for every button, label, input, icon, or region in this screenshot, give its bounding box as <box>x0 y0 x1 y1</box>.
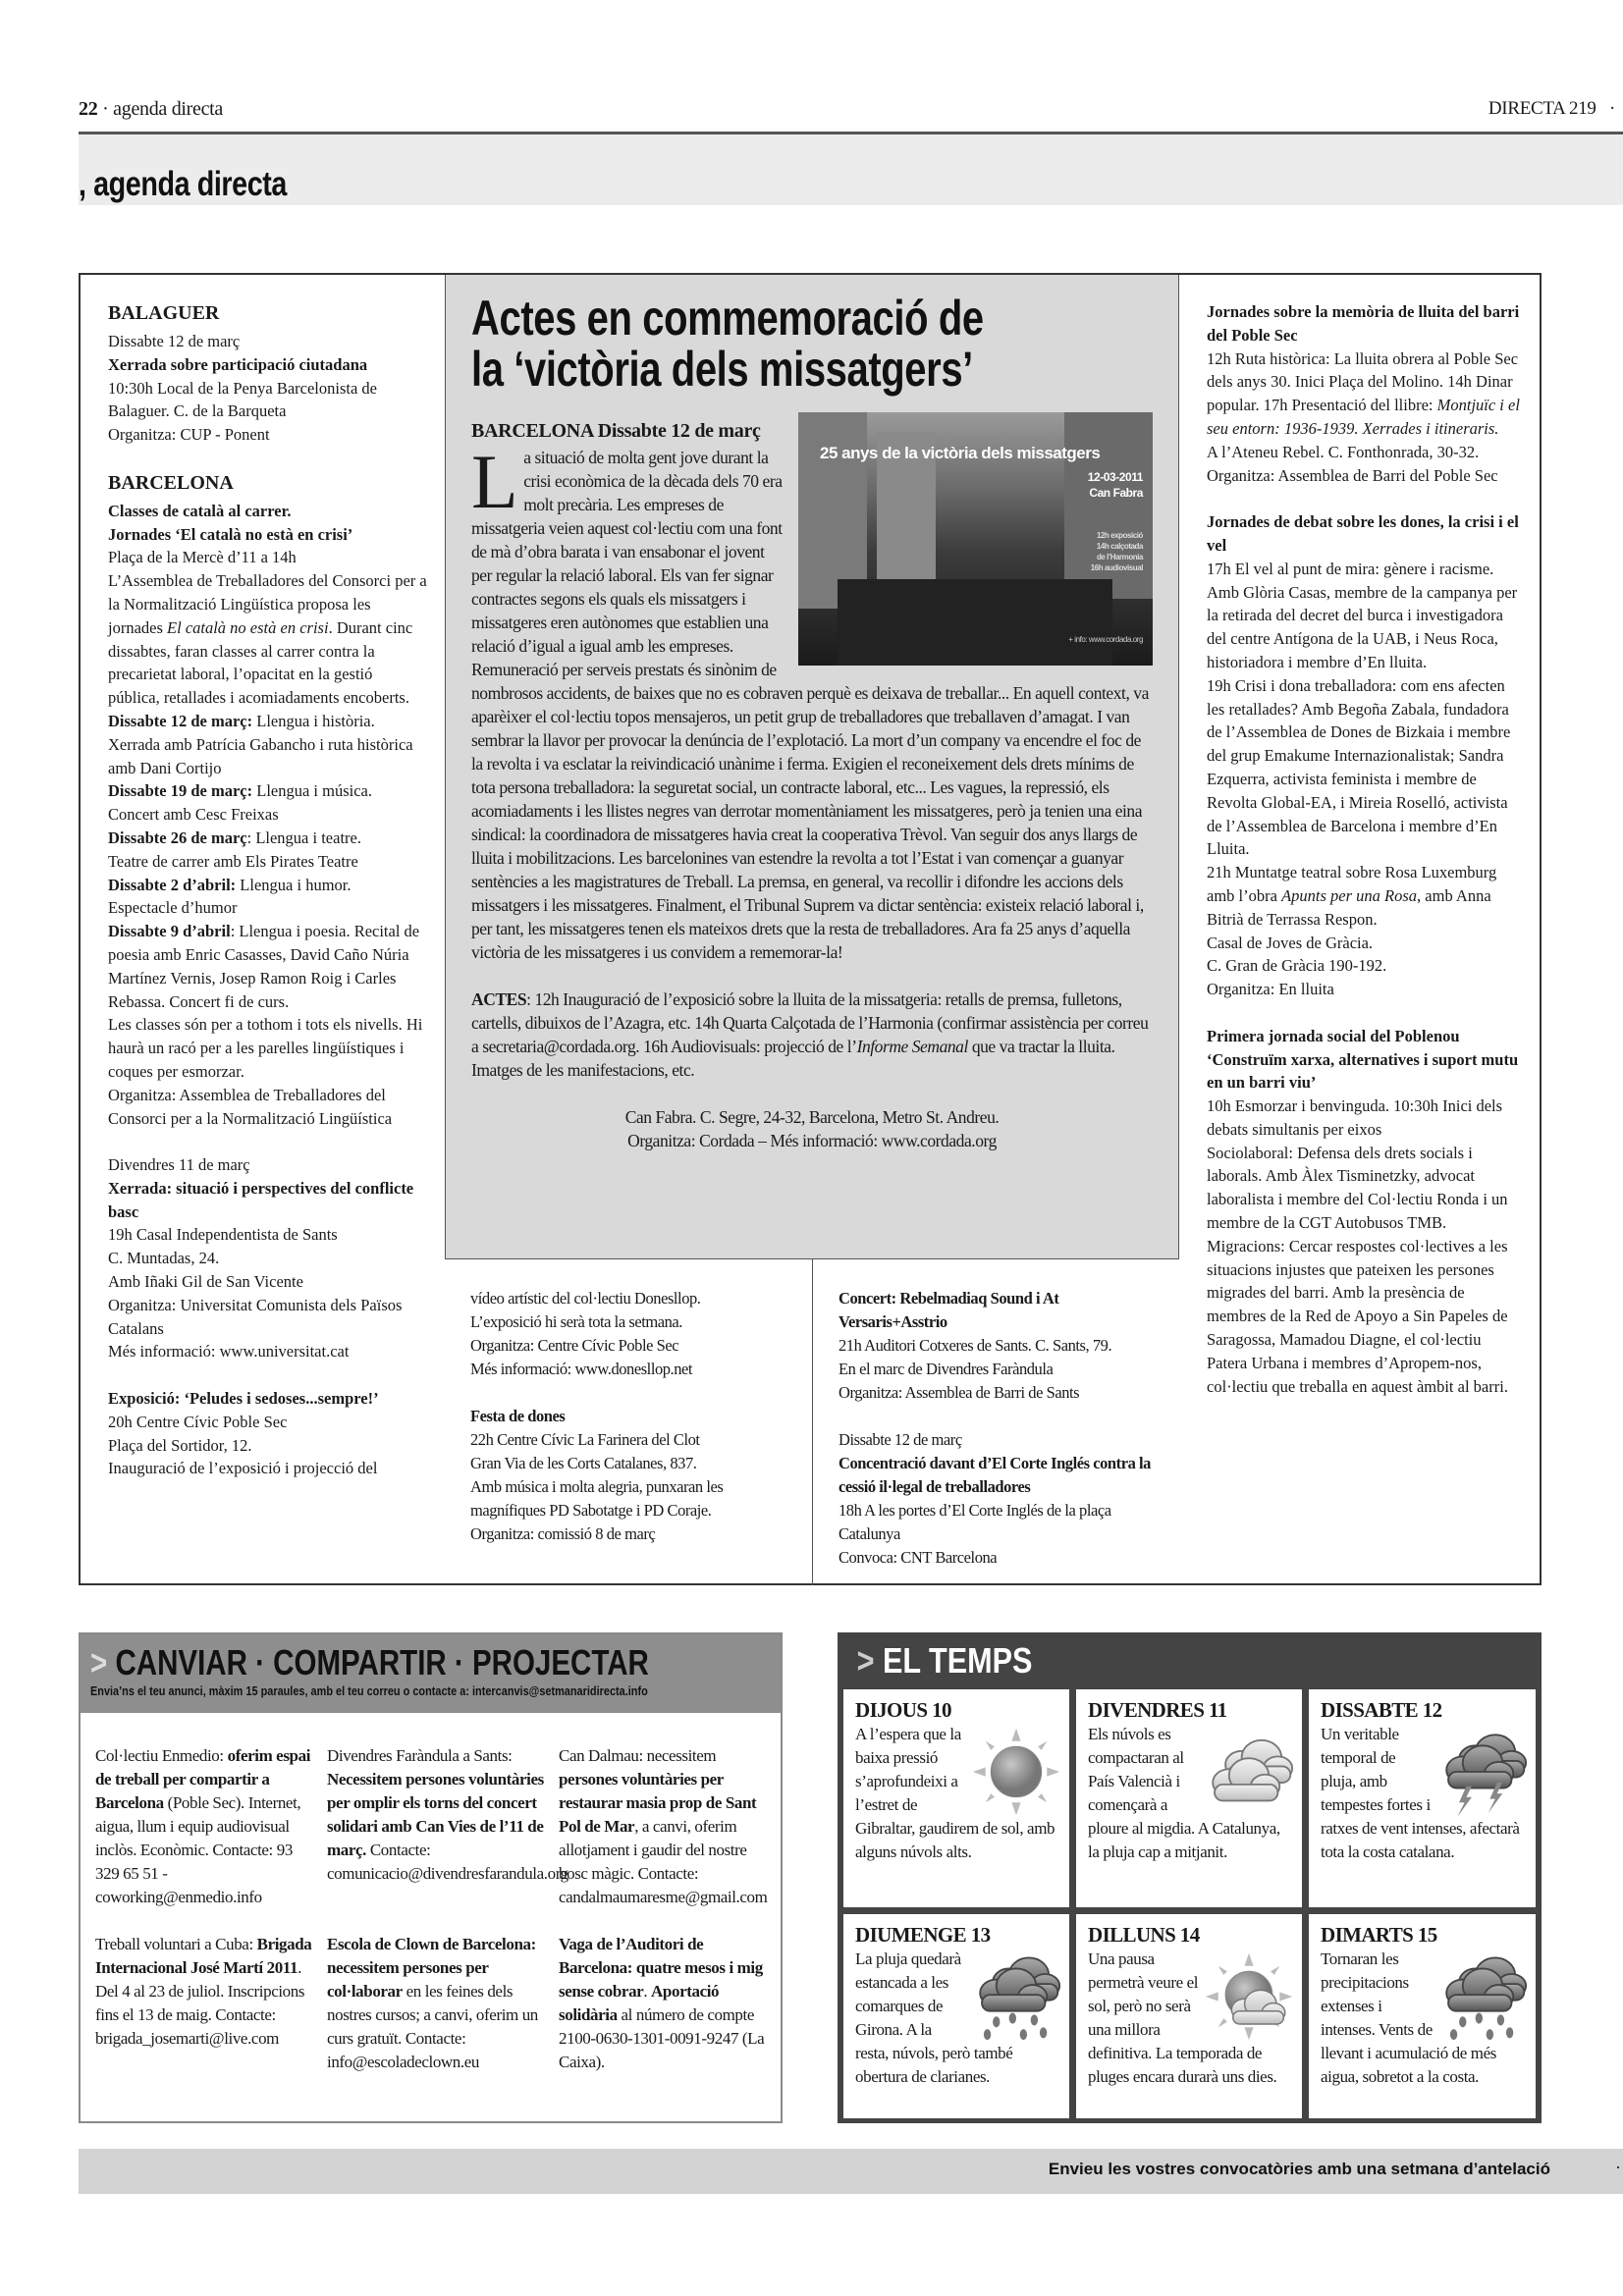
event-line: L’exposició hi serà tota la setmana. <box>470 1312 682 1331</box>
event-listing <box>108 330 427 447</box>
article-headline <box>471 293 1016 395</box>
header-dot: · <box>1608 98 1615 119</box>
weather-day-title: DIUMENGE 13 <box>855 1923 991 1947</box>
bold-text: Jornades sobre la memòria de lluita del barri del Poble Sec <box>1207 302 1520 345</box>
event-line: Inauguració de l’exposició i projecció del <box>108 1459 378 1478</box>
exchange-header <box>81 1634 781 1713</box>
classified-ad <box>327 1744 568 1909</box>
text-run: en les feines dels nostres cursos; a canvi, oferim un curs gratuït. Contacte: info@escoladeclown.eu <box>327 1982 538 2071</box>
event-line: C. Muntadas, 24. <box>108 1249 220 1268</box>
exchange-subtitle: Envia’ns el teu anunci, màxim 15 paraules, amb el teu correu o contacte a: intercanvis@setmanaridirecta.info <box>90 1683 648 1698</box>
event-listing <box>470 1405 798 1546</box>
text-run: Contacte: comunicacio@divendresfarandula.org <box>327 1841 568 1883</box>
event-line: vídeo artístic del col·lectiu Donesllop. <box>470 1289 701 1308</box>
cloud-icon <box>1204 1727 1294 1817</box>
event-line <box>1207 347 1524 441</box>
text-run: (Poble Sec). Internet, aigua, llum i equip audiovisual inclòs. Econòmic. Contacte: 93 329 65 51 - coworking@enmedio.info <box>95 1793 301 1906</box>
issue-number: DIRECTA 219 <box>1488 98 1596 119</box>
event-line <box>108 523 427 547</box>
text-run: Treball voluntari a Cuba: <box>95 1935 257 1953</box>
storm-icon <box>1437 1727 1528 1817</box>
bold-text: Exposició: ‘Peludes i sedoses...sempre!’ <box>108 1389 379 1409</box>
event-line: Concert amb Cesc Freixas <box>108 805 279 825</box>
article-body <box>471 416 1153 1152</box>
event-line: C. Gran de Gràcia 190-192. <box>1207 956 1387 976</box>
event-listing <box>1207 510 1524 1001</box>
event-line: Organitza: Assemblea de Barri de Sants <box>839 1383 1080 1402</box>
event-line: 21h Auditori Cotxeres de Sants. C. Sants, 79. <box>839 1336 1112 1355</box>
event-line <box>108 779 427 803</box>
footer-dot: · <box>1615 2158 1621 2177</box>
event-line <box>108 874 427 897</box>
event-line: Amb música i molta alegria, punxaran les magnífiques PD Sabotatge i PD Coraje. <box>470 1476 724 1520</box>
event-listing <box>108 500 427 1131</box>
event-line: Organitza: comissió 8 de març <box>470 1523 656 1543</box>
bold-text: Concentració davant d’El Corte Inglés contra la cessió il·legal de treballadores <box>839 1453 1151 1496</box>
text-run: 21h Muntatge teatral sobre Rosa Luxemburg amb l’obra <box>1207 863 1497 905</box>
event-line: Divendres 11 de març <box>108 1155 250 1175</box>
photo-title: 25 anys de la victòria dels missatgers <box>820 444 1101 462</box>
bold-text: Vaga de l’Auditori de Barcelona: quatre mesos i mig sense cobrar <box>559 1935 763 2001</box>
lower-center-column-2 <box>813 1259 1179 1585</box>
event-line: Més informació: www.universitat.cat <box>108 1342 350 1362</box>
footer-note: Envieu les vostres convocatòries amb una setmana d’antelació <box>1048 2160 1550 2178</box>
bold-text: Dissabte 9 d’abril <box>108 922 231 941</box>
event-line: Dissabte 12 de març <box>839 1429 962 1449</box>
event-line: 19h Casal Independentista de Sants <box>108 1225 338 1245</box>
event-line <box>108 827 427 850</box>
bold-text: Dissabte 19 de març: <box>108 781 253 801</box>
right-column <box>1179 275 1542 1421</box>
event-line: 20h Centre Cívic Poble Sec <box>108 1412 288 1431</box>
bold-text: ACTES <box>471 989 527 1009</box>
article-actes <box>471 988 1153 1082</box>
event-listing <box>108 1153 427 1363</box>
event-line <box>1207 300 1524 347</box>
event-line: 10:30h Local de la Penya Barcelonista de Balaguer. C. de la Barqueta <box>108 378 377 421</box>
text-run: 12h Ruta històrica: La lluita obrera al Poble Sec dels anys 30. Inici Plaça del Molino. 14h Dinar popular. 17h Presentació del llibre: <box>1207 348 1519 415</box>
event-line: Espectacle d’humor <box>108 898 238 918</box>
event-line <box>108 710 427 779</box>
bold-text: Brigada Internacional José Martí 2011 <box>95 1935 312 1977</box>
italic-text: Informe Semanal <box>856 1037 968 1056</box>
event-line: En el marc de Divendres Faràndula <box>839 1360 1054 1378</box>
text-run: : 12h Inauguració de l’exposició sobre la lluita de la missatgeria: retalls de premsa, fulletons, cartells, dibuixos de l’Azagra, etc. 14h Quarta Calçotada de l’Harmonia (confirmar assistència per correu a secretaria@cordada.org. 16h Audiovisuals: projecció de l’ <box>471 989 1149 1056</box>
text-run: Can Dalmau: necessitem <box>559 1746 717 1765</box>
event-listing <box>470 1287 798 1381</box>
event-line <box>1207 510 1524 558</box>
bold-text: Dissabte 2 d’abril: <box>108 875 237 894</box>
event-listing <box>839 1428 1165 1570</box>
weather-day <box>1309 1914 1536 2118</box>
article-colophon: Can Fabra. C. Segre, 24-32, Barcelona, Metro St. Andreu. Organitza: Cordada – Més informació: www.cordada.org <box>624 1107 1000 1150</box>
event-line: Organitza: Universitat Comunista dels Països Catalans <box>108 1295 403 1338</box>
bold-text: Jornades de debat sobre les dones, la crisi i el vel <box>1207 512 1519 555</box>
article-dateline: BARCELONA Dissabte 12 de març <box>471 420 761 442</box>
headline-line: la ‘victòria dels missatgers’ <box>471 342 973 397</box>
italic-text: Montjuïc i el seu entorn: 1936-1939. Xerrades i itineraris. <box>1207 396 1520 438</box>
bold-text: Concert: Rebelmadiaq Sound i At Versaris+Asstrio <box>839 1289 1059 1331</box>
text-run: Llengua i història. Xerrada amb Patrícia Gabancho i ruta històrica amb Dani Cortijo <box>108 711 413 777</box>
event-line: 10h Esmorzar i benvinguda. 10:30h Inici dels debats simultanis per eixos <box>1207 1096 1503 1139</box>
exchange-title: > CANVIAR · COMPARTIR · PROJECTAR <box>90 1642 649 1682</box>
classified-ad <box>559 1744 790 1909</box>
event-listing <box>108 1387 427 1480</box>
suncloud-icon <box>1204 1951 1294 2042</box>
weather-day-text: Un veritable temporal de pluja, amb tempestes fortes i ratxes de vent intenses, afectarà tota la costa catalana. <box>1321 1725 1520 1861</box>
photo-date-place: 12-03-2011 Can Fabra <box>1087 470 1143 500</box>
bold-text: Classes de català al carrer. <box>108 501 292 520</box>
section-title: , agenda directa <box>79 165 287 203</box>
classified-ad <box>327 1933 559 2074</box>
classified-ad <box>559 1933 790 2074</box>
exchange-box <box>79 1632 783 2123</box>
weather-day-text: Tornaran les precipitacions extenses i intenses. Vents de llevant i acumulació de més aigua, sobretot a la costa. <box>1321 1949 1496 2086</box>
event-line: Sociolaboral: Defensa dels drets socials i laborals. Amb Àlex Tisminetzky, advocat laboralista i membre del Col·lectiu Ronda i un membre de la CGT Autobusos TMB. <box>1207 1143 1508 1233</box>
bold-text: Necessitem persones voluntàries per omplir els torns del concert solidari amb Can Vies de l’11 de març. <box>327 1770 544 1859</box>
bold-text: Aportació solidària <box>559 1982 720 2024</box>
text-run: . Durant cinc dissabtes, faran classes al carrer contra la precarietat laboral, l’opacitat en la gestió pública, retallades i acomiadaments encoberts. <box>108 617 413 708</box>
city-heading: BALAGUER <box>108 302 220 324</box>
event-line: Teatre de carrer amb Els Pirates Teatre <box>108 851 358 871</box>
event-line: 17h El vel al punt de mira: gènere i racisme. Amb Glòria Casas, membre de la campanya per la retirada del decret del burca i investigadora del centre Antígona de la UAB, i Neus Roca, historiadora i membre d’En lluita. <box>1207 559 1518 671</box>
event-listing <box>1207 300 1524 487</box>
text-run: L’Assemblea de Treballadores del Consorci per a la Normalització Lingüística proposa les jornades <box>108 571 427 637</box>
running-header-right <box>1488 98 1615 120</box>
bold-text: persones voluntàries per restaurar masia prop de Sant Pol de Mar <box>559 1770 757 1836</box>
italic-text: Apunts per una Rosa <box>1281 885 1418 905</box>
weather-day-title: DIMARTS 15 <box>1321 1923 1437 1947</box>
weather-day-title: DIJOUS 10 <box>855 1698 951 1722</box>
bold-text: Escola de Clown de Barcelona: necessitem persones per col·laborar <box>327 1935 536 2001</box>
arrow-icon: > <box>856 1640 875 1681</box>
text-run: . Del 4 al 23 de juliol. Inscripcions fins el 13 de maig. Contacte: brigada_josemarti@live.com <box>95 1958 305 2048</box>
event-line: Organitza: CUP - Ponent <box>108 425 270 445</box>
bold-text: Festa de dones <box>470 1406 566 1425</box>
event-line: Casal de Joves de Gràcia. <box>1207 933 1374 952</box>
event-line: Plaça del Sortidor, 12. <box>108 1435 252 1455</box>
rain-icon <box>1437 1951 1528 2042</box>
text-run: Col·lectiu Enmedio: <box>95 1746 228 1765</box>
weather-forecast <box>843 1689 1536 2118</box>
event-listing <box>839 1287 1165 1405</box>
event-listing <box>1207 1025 1524 1399</box>
article-paragraph: La situació de molta gent jove durant la crisi econòmica de la dècada dels 70 era molt precària. Les empreses de missatgeria veien aquest col·lectiu com una font de mà d’obra barata i van ensabonar el jovent per regular la relació laboral. Els van fer signar contractes segons els quals els missatgers i missatgeres eren autònomes que establien una relació d’igual a igual amb les empreses. Remuneració per serveis prestats és sinònim de nombrosos accidents, de baixes que no es cobraven perquè es deixava de treballar... En aquell context, va aparèixer el col·lectiu topos mensajeros, un petit grup de treballadores que treballaven d’amagat. I van sembrar la llavor per provocar la denúncia de l’explotació. La mort d’un company va encendre el foc de la revolta i va esclatar la reivindicació unànime i ferma. Exigien el reconeixement dels drets mínims de tota persona treballadora: la seguretat social, un contracte laboral, etc... Les vagues, la repressió, els acomiadaments i les llistes negres van derrotar momentàniament les missatgeres, però ja tenien una eina sindical: la coordinadora de missatgeres havia creat la cooperativa Trèvol. Van seguir dos anys llargs de lluita i mobilitzacions. Les barcelonines van estendre la revolta a tot l’Estat i van començar a guanyar sentències a les magistratures de Treball. La premsa, en general, va recollir i difondre les accions dels missatgers i les missatgeres. Finalment, el Tribunal Suprem va dictar sentència: existeix relació laboral i, per tant, les missatgeres tenen els mateixos drets que la resta de treballadores. Ara fa 25 anys d’aquella victòria de les missatgeres i us convidem a rememorar-la! <box>471 439 1149 962</box>
left-column <box>81 275 445 1504</box>
event-line: Plaça de la Mercè d’11 a 14h <box>108 548 297 567</box>
event-line <box>108 920 427 1013</box>
event-line: Organitza: Centre Cívic Poble Sec <box>470 1336 679 1355</box>
weather-day-title: DIVENDRES 11 <box>1088 1698 1227 1722</box>
event-line: Gran Via de les Corts Catalanes, 837. <box>470 1453 697 1472</box>
photo-info: + info: www.cordada.org <box>1068 635 1143 644</box>
event-line <box>108 500 427 523</box>
text-run: que va tractar la lluita. Imatges de les manifestacions, etc. <box>471 1037 1115 1080</box>
event-line <box>839 1287 1165 1334</box>
event-line <box>108 569 427 710</box>
text-run: al número de compte 2100-0630-1301-0091-9247 (La Caixa). <box>559 2005 765 2071</box>
italic-text: El català no està en crisi <box>167 617 329 637</box>
page-number: 22 <box>79 98 98 120</box>
weather-day-text: A l’espera que la baixa pressió s’aprofundeixi a l’estret de Gibraltar, gaudirem de sol, amb alguns núvols alts. <box>855 1725 1055 1861</box>
classified-ad <box>95 1744 327 1909</box>
headline-line: Actes en commemoració de <box>471 291 984 346</box>
bold-text: Dissabte 26 de març <box>108 828 247 847</box>
article-photo <box>798 412 1153 666</box>
weather-day-title: DISSABTE 12 <box>1321 1698 1442 1722</box>
bold-text: Xerrada sobre participació ciutadana <box>108 354 368 374</box>
photo-schedule: 12h exposició 14h calçotada de l’Harmonia 16h audiovisual <box>1090 531 1143 572</box>
event-line: 18h A les portes d’El Corte Inglés de la plaça Catalunya <box>839 1500 1111 1543</box>
featured-article <box>445 275 1179 1259</box>
bold-text: Dissabte 12 de març: <box>108 711 253 730</box>
weather-title: > EL TEMPS <box>856 1640 1033 1681</box>
bold-text: Xerrada: situació i perspectives del conflicte basc <box>108 1178 414 1221</box>
event-line <box>1207 861 1524 931</box>
event-line <box>470 1405 798 1428</box>
event-line: Més informació: www.donesllop.net <box>470 1360 693 1378</box>
event-line: Organitza: Assemblea de Barri del Poble Sec <box>1207 465 1498 485</box>
text-run: . <box>643 1982 652 2001</box>
exchange-ads <box>81 1713 781 2074</box>
sun-icon <box>971 1727 1061 1817</box>
event-line <box>108 353 427 377</box>
lower-center-column-1 <box>445 1259 813 1585</box>
event-line: Dissabte 12 de març <box>108 332 241 350</box>
event-line: Migracions: Cercar respostes col·lectives a les situacions injustes que pateixen les persones migrades del barri. Amb la presència de membres de la Red de Apoyo a Sin Papeles de Saragossa, Mamadou Diagne, el col·lectiu Patera Urbana i membres d’Apropem-nos, col·lectiu que treballa en aquest àmbit al barri. <box>1207 1236 1508 1396</box>
weather-box <box>838 1632 1542 2123</box>
weather-day <box>843 1689 1069 1907</box>
agenda-box <box>79 273 1542 1585</box>
text-run: , a canvi, oferim allotjament i gaudir del nostre bosc màgic. Contacte: candalmaumaresme@gmail.com <box>559 1817 768 1906</box>
event-line: Convoca: CNT Barcelona <box>839 1547 998 1567</box>
text-run: : Llengua i poesia. Recital de poesia amb Enric Casasses, David Caño Núria Martínez Vernis, Josep Ramon Roig i Carles Rebassa. Concert fi de curs. <box>108 922 420 1011</box>
weather-day-text: La pluja quedarà estancada a les comarques de Girona. A la resta, núvols, però també obertura de clarianes. <box>855 1949 1013 2086</box>
weather-day <box>1076 1689 1302 1907</box>
bold-text: Jornades ‘El català no està en crisi’ <box>108 524 353 544</box>
text-run: Llengua i humor. <box>236 875 352 894</box>
event-line: Organitza: En lluita <box>1207 980 1334 999</box>
text-run: Divendres Faràndula a Sants: <box>327 1746 513 1765</box>
event-line <box>108 1387 427 1411</box>
event-line <box>839 1452 1165 1499</box>
bold-text: oferim espai de treball per compartir a Barcelona <box>95 1746 311 1812</box>
section-band <box>79 134 1623 205</box>
city-heading: BARCELONA <box>108 471 234 494</box>
weather-day-text: Una pausa permetrà veure el sol, però no serà una millora definitiva. La temporada de pluges encara durarà uns dies. <box>1088 1949 1277 2086</box>
rain-icon <box>971 1951 1061 2042</box>
event-line <box>108 1177 427 1224</box>
running-section: · agenda directa <box>97 98 224 120</box>
weather-day-title: DILLUNS 14 <box>1088 1923 1200 1947</box>
weather-day <box>1076 1914 1302 2118</box>
event-line: Les classes són per a tothom i tots els nivells. Hi haurà un racó per a les parelles lingüístiques i coques per esmorzar. <box>108 1015 423 1081</box>
event-line: 22h Centre Cívic La Farinera del Clot <box>470 1429 700 1449</box>
text-run: Llengua i música. <box>252 781 372 801</box>
weather-day <box>843 1914 1069 2118</box>
text-run: : Llengua i teatre. <box>246 828 361 847</box>
weather-day-text: Els núvols es compactaran al País Valencià i començarà a ploure al migdia. A Catalunya, la pluja cap a mitjanit. <box>1088 1725 1280 1861</box>
classified-ad <box>95 1933 327 2074</box>
bold-text: Primera jornada social del Poblenou ‘Construïm xarxa, alternatives i suport mutu en un barri viu’ <box>1207 1026 1519 1093</box>
running-header-left <box>79 98 223 121</box>
weather-day <box>1309 1689 1536 1907</box>
arrow-icon: > <box>90 1642 108 1682</box>
drop-cap: L <box>471 439 518 524</box>
event-line: A l’Ateneu Rebel. C. Fonthonrada, 30-32. <box>1207 442 1480 461</box>
event-line: 19h Crisi i dona treballadora: com ens afecten les retallades? Amb Begoña Zabala, fundadora de l’Assemblea de Dones de Bizkaia i membre del grup Emakume Internazionalistak; Sandra Ezquerra, activista feminista i membre de Revolta Global-EA, i Mireia Roselló, activista de l’Assemblea de Barcelona i membre d’En Lluita. <box>1207 675 1511 859</box>
event-line <box>1207 1025 1524 1095</box>
event-line: Amb Iñaki Gil de San Vicente <box>108 1272 303 1292</box>
text-run: , amb Anna Bitrià de Terrassa Respon. <box>1207 885 1491 929</box>
event-line: Organitza: Assemblea de Treballadores del Consorci per a la Normalització Lingüística <box>108 1085 393 1128</box>
